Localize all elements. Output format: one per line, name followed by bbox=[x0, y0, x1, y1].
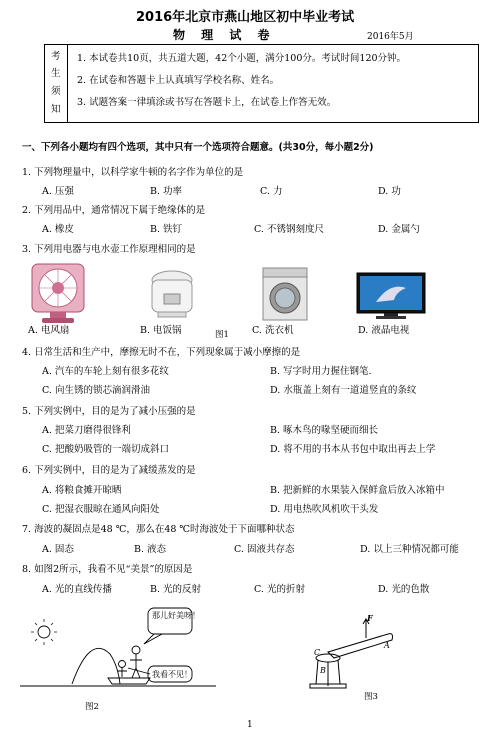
option-a: A. 压强 bbox=[42, 186, 74, 197]
option-b: B. 液态 bbox=[134, 544, 167, 555]
rice-cooker-image bbox=[148, 268, 196, 320]
label-c: C bbox=[314, 648, 321, 657]
option-c: C. 力 bbox=[260, 186, 283, 197]
option-c: C. 洗衣机 bbox=[252, 325, 294, 336]
question-stem: 4. 日常生活和生产中，摩擦无时不在，下列现象属于减小摩擦的是 bbox=[22, 347, 301, 358]
option-d: D. 功 bbox=[378, 186, 401, 197]
exam-date: 2016年5月 bbox=[367, 32, 414, 42]
question-stem: 5. 下列实例中，目的是为了减小压强的是 bbox=[22, 406, 196, 417]
figure-3-lever-illustration bbox=[308, 614, 398, 696]
option-c: C. 光的折射 bbox=[254, 584, 305, 595]
option-a: A. 固态 bbox=[42, 544, 74, 555]
option-d: D. 将不用的书本从书包中取出再去上学 bbox=[270, 444, 436, 455]
label-f: F bbox=[367, 613, 373, 623]
question-stem: 8. 如图2所示，我看不见“美景”的原因是 bbox=[22, 564, 193, 575]
option-d: D. 用电热吹风机吹干头发 bbox=[270, 504, 379, 515]
option-b: B. 电饭锅 bbox=[140, 325, 182, 336]
option-a: A. 橡皮 bbox=[42, 224, 74, 235]
figure-caption: 图3 bbox=[364, 692, 378, 702]
question-stem: 1. 下列物理量中，以科学家牛顿的名字作为单位的是 bbox=[22, 167, 244, 178]
option-b: B. 铁钉 bbox=[150, 224, 183, 235]
option-d: D. 水瓶盖上刻有一道道竖直的条纹 bbox=[270, 385, 417, 396]
label-char: 考 bbox=[51, 51, 61, 62]
option-c: C. 固液共存态 bbox=[234, 544, 295, 555]
option-d: D. 光的色散 bbox=[378, 584, 430, 595]
figure-caption: 图2 bbox=[85, 702, 99, 712]
option-a: A. 电风扇 bbox=[28, 325, 70, 336]
instruction-item: 3. 试题答案一律填涂或书写在答题卡上，在试卷上作答无效。 bbox=[77, 97, 337, 108]
question-stem: 3. 下列用电器与电水壶工作原理相同的是 bbox=[22, 244, 196, 255]
electric-fan-image bbox=[28, 262, 88, 324]
option-a: A. 将粮食摊开晾晒 bbox=[42, 485, 122, 496]
exam-subject: 物 理 试 卷 bbox=[173, 28, 276, 42]
option-a: A. 汽车的车轮上刻有很多花纹 bbox=[42, 366, 169, 377]
option-d: D. 金属勺 bbox=[378, 224, 420, 235]
option-d: D. 液晶电视 bbox=[358, 325, 410, 336]
page-number: 1 bbox=[247, 720, 253, 730]
question-stem: 7. 海波的凝固点是48 ℃，那么在48 ℃时海波处于下面哪种状态 bbox=[22, 524, 295, 535]
exam-title: 2016年北京市燕山地区初中毕业考试 bbox=[136, 10, 355, 25]
label-b: B bbox=[320, 666, 326, 675]
question-stem: 6. 下列实例中，目的是为了减缓蒸发的是 bbox=[22, 465, 196, 476]
option-b: B. 啄木鸟的喙坚硬而细长 bbox=[270, 425, 379, 436]
section-heading: 一、下列各小题均有四个选项，其中只有一个选项符合题意。(共30分，每小题2分) bbox=[22, 142, 374, 153]
washing-machine-image bbox=[260, 266, 310, 322]
option-b: B. 写字时用力握住钢笔. bbox=[270, 366, 372, 377]
option-d: D. 以上三种情况都可能 bbox=[360, 544, 459, 555]
option-b: B. 把新鲜的水果装入保鲜盒后放入冰箱中 bbox=[270, 485, 445, 496]
instruction-item: 2. 在试卷和答题卡上认真填写学校名称、姓名。 bbox=[77, 75, 280, 86]
label-a: A bbox=[384, 641, 390, 650]
label-char: 生 bbox=[51, 68, 61, 79]
option-a: A. 把菜刀磨得很锋利 bbox=[42, 425, 131, 436]
option-c: C. 把酸奶吸管的一端切成斜口 bbox=[42, 444, 169, 455]
instructions-box bbox=[44, 44, 479, 123]
lcd-tv-image bbox=[356, 272, 426, 320]
label-char: 知 bbox=[51, 104, 61, 115]
speech-bubble-text: 那儿好美呀！ bbox=[152, 611, 200, 620]
instruction-item: 1. 本试卷共10页，共五道大题，42个小题，满分100分。考试时间120分钟。 bbox=[77, 53, 407, 64]
option-b: B. 功率 bbox=[150, 186, 183, 197]
option-c: C. 向生锈的锁芯滴润滑油 bbox=[42, 385, 150, 396]
option-c: C. 把湿衣服晾在通风向阳处 bbox=[42, 504, 160, 515]
figure-caption: 图1 bbox=[215, 330, 229, 340]
question-stem: 2. 下列用品中，通常情况下属于绝缘体的是 bbox=[22, 205, 206, 216]
label-char: 须 bbox=[51, 86, 61, 97]
instructions-label bbox=[45, 45, 68, 122]
option-b: B. 光的反射 bbox=[150, 584, 202, 595]
option-c: C. 不锈钢刻度尺 bbox=[254, 224, 324, 235]
option-a: A. 光的直线传播 bbox=[42, 584, 112, 595]
speech-bubble-text: 我看不见！ bbox=[152, 670, 192, 679]
